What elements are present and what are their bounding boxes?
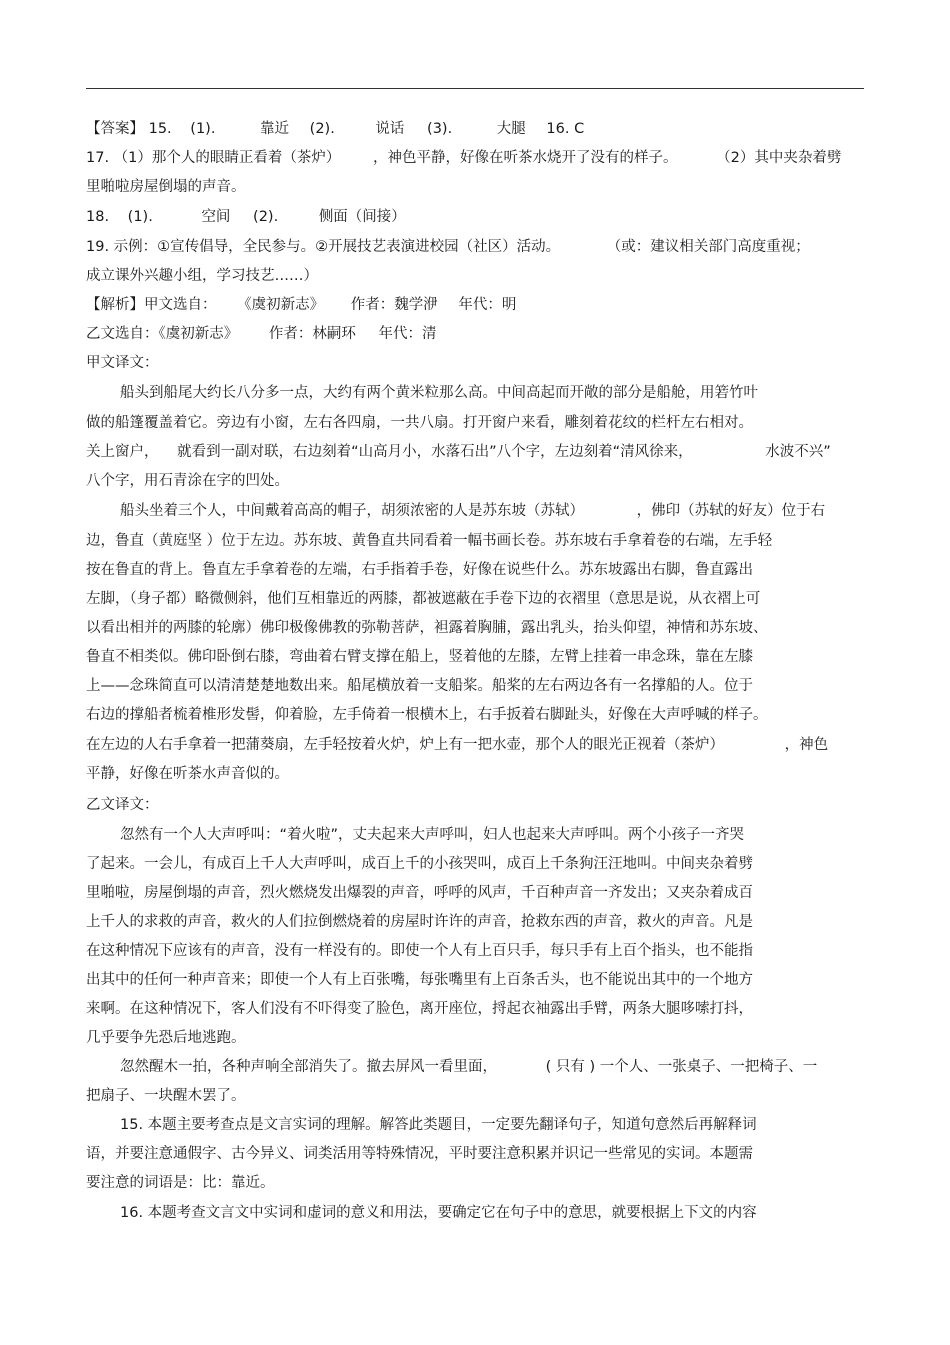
jia-p2-line: 上——念珠简直可以清清楚楚地数出来。船尾横放着一支船桨。船桨的左右两边各有一名撑船的人。位于 bbox=[86, 678, 753, 694]
text-segment: 水波不兴” bbox=[765, 444, 831, 460]
analysis-q15-line: 语，并要注意通假字、古今异义、词类活用等特殊情况，平时要注意积累并识记一些常见的实词。本题需 bbox=[86, 1146, 753, 1162]
analysis-source-jia bbox=[86, 296, 516, 314]
answer-18-1-num: (1). bbox=[127, 209, 153, 225]
answer-18-1: 空间 bbox=[201, 209, 231, 225]
source-era: 年代：明 bbox=[458, 297, 517, 313]
analysis-label: 【解析】甲文选自： bbox=[86, 297, 217, 313]
source-author: 作者：魏学洢 bbox=[350, 297, 438, 313]
jia-p2-line: 鲁直不相类似。佛印卧倒右膝，弯曲着右臂支撑在船上，竖着他的左膝，左臂上挂着一串念珠，靠在左膝 bbox=[86, 649, 753, 665]
jia-p2-line: 按在鲁直的背上。鲁直左手拿着卷的左端，右手指着手卷，好像在说些什么。苏东坡露出右脚，鲁直露出 bbox=[86, 562, 753, 578]
jia-p2-line: 左脚，（身子都）略微侧斜，他们互相靠近的两膝，都被遮蔽在手卷下边的衣褶里（意思是说，从衣褶上可 bbox=[86, 591, 761, 607]
jia-p1-line: 船头到船尾大约长八分多一点，大约有两个黄米粒那么高。中间高起而开敞的部分是船舱，用箬竹叶 bbox=[120, 385, 758, 401]
source-author: 作者：林嗣环 bbox=[268, 326, 356, 342]
text-segment: 船头坐着三个人，中间戴着高高的帽子，胡须浓密的人是苏东坡（苏轼） bbox=[120, 503, 584, 519]
answer-label: 【答案】 15. bbox=[86, 121, 172, 137]
jia-translation-title: 甲文译文： bbox=[86, 355, 159, 371]
source-era: 年代：清 bbox=[378, 326, 437, 342]
jia-p2-line: 边，鲁直（黄庭坚 ）位于左边。苏东坡、黄鲁直共同看着一幅书画长卷。苏东坡右手拿着卷的右端，左手轻 bbox=[86, 533, 773, 549]
text-segment: ( 只有 ) 一个人、一张桌子、一把椅子、一 bbox=[545, 1059, 818, 1075]
header-rule bbox=[86, 88, 864, 89]
jia-p2-line: 以看出相并的两膝的轮廓）佛印极像佛教的弥勒菩萨，袒露着胸脯，露出乳头，抬头仰望，神情和苏东坡、 bbox=[86, 620, 768, 636]
text-segment: 在左边的人右手拿着一把蒲葵扇，左手轻按着火炉，炉上有一把水壶，那个人的眼光正视着（茶炉） bbox=[86, 737, 724, 753]
text-segment: 就看到一副对联，右边刻着“山高月小，水落石出”八个字，左边刻着“清风徐来， bbox=[177, 444, 693, 460]
yi-p1-line: 出其中的任何一种声音来；即使一个人有上百张嘴，每张嘴里有上百条舌头，也不能说出其中的一个地方 bbox=[86, 972, 753, 988]
yi-p1-line: 几乎要争先恐后地逃跑。 bbox=[86, 1030, 246, 1046]
text-segment: ，神色 bbox=[784, 737, 829, 753]
answer-17-line1 bbox=[86, 149, 841, 167]
answer-17-part2: ，神色平静，好像在听茶水烧开了没有的样子。 bbox=[373, 150, 678, 166]
answer-16: 16. C bbox=[546, 121, 585, 137]
answer-15-3: 大腿 bbox=[496, 121, 526, 137]
yi-p1-line: 了起来。一会儿，有成百上千人大声呼叫，成百上千的小孩哭叫，成百上千条狗汪汪地叫。中间夹杂着劈 bbox=[86, 856, 753, 872]
source-book: 乙文选自：《虞初新志》 bbox=[86, 326, 239, 342]
answer-18-2-num: (2). bbox=[253, 209, 279, 225]
answer-17-line2: 里啪啦房屋倒塌的声音。 bbox=[86, 179, 246, 195]
text-segment: 忽然醒木一拍，各种声响全部消失了。撤去屏风一看里面， bbox=[120, 1059, 497, 1075]
text-segment: ，佛印（苏轼的好友）位于右 bbox=[636, 503, 826, 519]
jia-p1-line bbox=[86, 443, 831, 461]
answer-19-line1 bbox=[86, 238, 810, 256]
yi-p1-line: 忽然有一个人大声呼叫：“着火啦”，丈夫起来大声呼叫，妇人也起来大声呼叫。两个小孩子一齐哭 bbox=[120, 827, 745, 843]
jia-p2-line bbox=[86, 736, 828, 754]
jia-p2-line: 平静，好像在听茶水声音似的。 bbox=[86, 766, 289, 782]
answer-19-line2: 成立课外兴趣小组，学习技艺……） bbox=[86, 268, 318, 284]
answer-17-part1: 17. （1）那个人的眼睛正看着（茶炉） bbox=[86, 150, 341, 166]
answer-15-2-num: (2). bbox=[309, 121, 335, 137]
yi-p1-line: 在这种情况下应该有的声音，没有一样没有的。即使一个人有上百只手，每只手有上百个指头，也不能指 bbox=[86, 943, 753, 959]
yi-p1-line: 上千人的求救的声音，救火的人们拉倒燃烧着的房屋时许许的声音，抢救东西的声音，救火的声音。凡是 bbox=[86, 914, 753, 930]
jia-p1-line: 做的船篷覆盖着它。旁边有小窗，左右各四扇，一共八扇。打开窗户来看，雕刻着花纹的栏杆左右相对。 bbox=[86, 415, 753, 431]
yi-translation-title: 乙文译文： bbox=[86, 797, 159, 813]
yi-p1-line: 里啪啦，房屋倒塌的声音，烈火燃烧发出爆裂的声音，呼呼的风声，千百种声音一齐发出；又夹杂着成百 bbox=[86, 885, 753, 901]
answer-18-num: 18. bbox=[86, 209, 110, 225]
answer-line-15-16 bbox=[86, 120, 584, 138]
text-segment: 关上窗户， bbox=[86, 444, 159, 460]
jia-p1-line: 八个字，用石青涂在字的凹处。 bbox=[86, 473, 289, 489]
answer-19-part1: 19. 示例：①宣传倡导，全民参与。②开展技艺表演进校园（社区）活动。 bbox=[86, 239, 561, 255]
jia-p2-line: 右边的撑船者梳着椎形发髻，仰着脸，左手倚着一根横木上，右手扳着右脚趾头，好像在大声呼喊的样子。 bbox=[86, 707, 768, 723]
answer-15-1-num: (1). bbox=[190, 121, 216, 137]
answer-18-2: 侧面（间接） bbox=[318, 209, 406, 225]
yi-p1-line: 来啊。在这种情况下，客人们没有不吓得变了脸色，离开座位，捋起衣袖露出手臂，两条大腿哆嗦打抖， bbox=[86, 1001, 753, 1017]
answer-15-1: 靠近 bbox=[260, 121, 290, 137]
yi-p2-line bbox=[120, 1058, 817, 1076]
answer-17-part3: （2）其中夹杂着劈 bbox=[716, 150, 842, 166]
analysis-q15-line: 要注意的词语是：比：靠近。 bbox=[86, 1175, 275, 1191]
answer-18-line bbox=[86, 208, 406, 226]
analysis-q15-line: 15. 本题主要考查点是文言实词的理解。解答此类题目，一定要先翻译句子，知道句意然后再解释词 bbox=[120, 1117, 757, 1133]
jia-p2-line bbox=[120, 502, 825, 520]
yi-p2-line: 把扇子、一块醒木罢了。 bbox=[86, 1088, 246, 1104]
analysis-source-yi bbox=[86, 325, 436, 343]
answer-19-part2: （或：建议相关部门高度重视； bbox=[606, 239, 810, 255]
analysis-q16-line: 16. 本题考查文言文中实词和虚词的意义和用法，要确定它在句子中的意思，就要根据上下文的内容 bbox=[120, 1205, 757, 1221]
source-book: 《虞初新志》 bbox=[237, 297, 325, 313]
answer-15-2: 说话 bbox=[375, 121, 405, 137]
answer-15-3-num: (3). bbox=[427, 121, 453, 137]
